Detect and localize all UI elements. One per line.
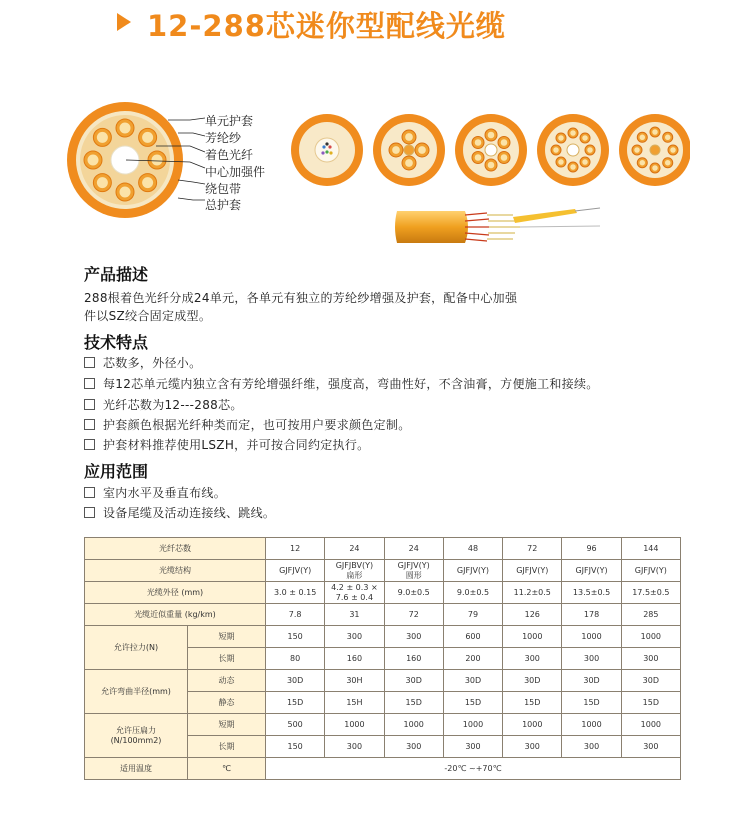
table-row (85, 604, 681, 626)
feature-item: 护套颜色根据光纤种类而定，也可按用户要求颜色定制。 (84, 416, 411, 433)
cell-text-line: GJFJV(Y) (397, 560, 430, 570)
checkbox-icon (84, 439, 95, 450)
feature-item: 光纤芯数为12---288芯。 (84, 396, 243, 413)
row-header: 光纤芯数 (85, 538, 266, 560)
page-title: 12-288芯迷你型配线光缆 (147, 9, 506, 43)
application-item: 设备尾缆及活动连接线、跳线。 (84, 504, 275, 521)
row-header: 允许弯曲半径(mm) (85, 670, 188, 714)
table-cell: 300 (621, 736, 680, 758)
cell-text-line: 9.0±0.5 (397, 587, 430, 597)
cell-text-line: (N/100mm2) (110, 735, 162, 745)
feature-item: 护套材料推荐使用LSZH，并可按合同约定执行。 (84, 436, 369, 453)
row-header: 光缆外径 (mm) (85, 582, 266, 604)
label-outer-sheath: 总护套 (205, 198, 242, 212)
table-cell: 500 (266, 714, 325, 736)
table-cell: 30D (384, 670, 443, 692)
table-cell: 126 (503, 604, 562, 626)
table-cell: 1000 (503, 626, 562, 648)
specification-table (84, 537, 681, 780)
table-cell: 30D (266, 670, 325, 692)
cell-text-line: GJFJV(Y) (516, 565, 549, 575)
table-cell: 15D (503, 692, 562, 714)
row-subheader: ℃ (188, 758, 266, 780)
label-colored-fiber: 着色光纤 (205, 148, 254, 162)
table-cell (562, 582, 621, 604)
sub-unit (148, 151, 166, 169)
sub-unit (139, 174, 157, 192)
checkbox-icon (84, 357, 95, 368)
central-strength-member (650, 145, 660, 155)
cell-text-line: GJFJBV(Y) (335, 560, 374, 570)
table-cell: 300 (325, 736, 384, 758)
table-cell: 178 (562, 604, 621, 626)
cell-text-line: 4.2 ± 0.3 × (331, 582, 378, 592)
table-cell: 160 (325, 648, 384, 670)
row-subheader: 长期 (188, 736, 266, 758)
feature-item: 芯数多，外径小。 (84, 354, 201, 371)
table-row (85, 758, 681, 780)
cable-side-view-illustration (395, 205, 605, 255)
table-cell: 7.8 (266, 604, 325, 626)
cell-text-line: 3.0 ± 0.15 (273, 587, 317, 597)
row-header: 光缆结构 (85, 560, 266, 582)
checkbox-icon (84, 487, 95, 498)
table-cell: 30D (562, 670, 621, 692)
table-cell: 48 (443, 538, 502, 560)
table-cell (384, 582, 443, 604)
table-cell: 1000 (621, 714, 680, 736)
central-strength-member (567, 144, 579, 156)
label-aramid-yarn: 芳纶纱 (205, 131, 242, 145)
table-cell: 1000 (503, 714, 562, 736)
table-cell (266, 582, 325, 604)
table-cell: 160 (384, 648, 443, 670)
table-cell (443, 582, 502, 604)
table-cell: 300 (325, 626, 384, 648)
table-cell: 79 (443, 604, 502, 626)
table-cell (325, 582, 384, 604)
variant-96-core (537, 114, 609, 186)
table-cell: 72 (384, 604, 443, 626)
table-cell: 24 (384, 538, 443, 560)
cell-text-line: 17.5±0.5 (632, 587, 670, 597)
table-cell: 285 (621, 604, 680, 626)
table-cell: 15H (325, 692, 384, 714)
sub-unit (84, 151, 102, 169)
label-central-member: 中心加强件 (205, 165, 266, 179)
cell-text-line: GJFJV(Y) (634, 565, 667, 575)
sub-unit (93, 128, 111, 146)
cell-text-line: 11.2±0.5 (513, 587, 551, 597)
description-line: 件以SZ绞合固定成型。 (84, 309, 212, 323)
table-row (85, 582, 681, 604)
row-header: 允许拉力(N) (85, 626, 188, 670)
table-cell: 31 (325, 604, 384, 626)
title-arrow-icon (117, 13, 131, 31)
table-cell: 80 (266, 648, 325, 670)
table-cell: 1000 (562, 626, 621, 648)
cable-variants-illustration (290, 110, 690, 190)
table-cell: 150 (266, 736, 325, 758)
variant-72-core (455, 114, 527, 186)
cell-text-line: 扁形 (346, 570, 363, 580)
application-item: 室内水平及垂直布线。 (84, 484, 226, 501)
heading-technical-features: 技术特点 (84, 333, 149, 352)
cell-text-line: 允许压扁力 (116, 725, 156, 735)
row-subheader: 静态 (188, 692, 266, 714)
heading-product-description: 产品描述 (84, 265, 149, 284)
table-cell (443, 560, 502, 582)
table-cell (384, 560, 443, 582)
table-cell: 12 (266, 538, 325, 560)
table-cell: 30D (621, 670, 680, 692)
table-cell: 15D (443, 692, 502, 714)
table-row (85, 560, 681, 582)
row-subheader: 长期 (188, 648, 266, 670)
table-cell: 15D (562, 692, 621, 714)
cell-text-line: GJFJV(Y) (575, 565, 608, 575)
table-cell: 15D (384, 692, 443, 714)
variant-12-core (291, 114, 363, 186)
label-unit-sheath: 单元护套 (205, 114, 254, 128)
table-cell: 150 (266, 626, 325, 648)
table-cell: 200 (443, 648, 502, 670)
table-cell: 1000 (384, 714, 443, 736)
table-cell: 144 (621, 538, 680, 560)
table-cell (503, 560, 562, 582)
table-cell (621, 560, 680, 582)
cell-text-line: GJFJV(Y) (456, 565, 490, 575)
table-cell: 300 (562, 648, 621, 670)
cell-text-line: GJFJV(Y) (279, 565, 312, 575)
table-cell: 24 (325, 538, 384, 560)
table-row (85, 626, 681, 648)
cell-text-line: 圆形 (405, 570, 422, 580)
table-cell: 1000 (621, 626, 680, 648)
table-cell: 1000 (325, 714, 384, 736)
row-subheader: 短期 (188, 626, 266, 648)
heading-applications: 应用范围 (84, 462, 149, 481)
cell-text-line: 13.5±0.5 (572, 587, 611, 597)
table-cell (621, 582, 680, 604)
table-cell: 300 (621, 648, 680, 670)
table-cell: 600 (443, 626, 502, 648)
table-cell: -20℃ ~+70℃ (266, 758, 681, 780)
description-line: 288根着色光纤分成24单元，各单元有独立的芳纶纱增强及护套，配备中心加强 (84, 291, 518, 305)
variant-48-core (373, 114, 445, 186)
checkbox-icon (84, 399, 95, 410)
row-subheader: 动态 (188, 670, 266, 692)
table-cell: 15D (266, 692, 325, 714)
central-strength-member (404, 145, 414, 155)
feature-item: 每12芯单元缆内独立含有芳纶增强纤维，强度高，弯曲性好，不含油膏，方便施工和接续。 (84, 375, 599, 392)
row-header: 适用温度 (85, 758, 188, 780)
checkbox-icon (84, 419, 95, 430)
table-cell (266, 560, 325, 582)
table-cell: 30H (325, 670, 384, 692)
checkbox-icon (84, 378, 95, 389)
table-cell: 300 (562, 736, 621, 758)
table-row (85, 670, 681, 692)
label-wrapping-tape: 绕包带 (205, 182, 242, 196)
table-row (85, 714, 681, 736)
table-cell (325, 560, 384, 582)
table-cell (562, 560, 621, 582)
table-row (85, 538, 681, 560)
variant-144-core (619, 114, 690, 186)
row-subheader: 短期 (188, 714, 266, 736)
table-cell: 300 (443, 736, 502, 758)
table-cell: 1000 (443, 714, 502, 736)
sub-unit (116, 183, 134, 201)
table-cell: 72 (503, 538, 562, 560)
table-cell: 30D (443, 670, 502, 692)
sub-unit (93, 174, 111, 192)
central-strength-member (485, 144, 497, 156)
table-cell: 300 (503, 736, 562, 758)
table-cell: 300 (384, 736, 443, 758)
checkbox-icon (84, 507, 95, 518)
sub-unit (139, 128, 157, 146)
table-cell: 300 (503, 648, 562, 670)
table-cell (503, 582, 562, 604)
cell-text-line: 9.0±0.5 (456, 587, 490, 597)
row-header (85, 714, 188, 758)
table-cell: 15D (621, 692, 680, 714)
sub-unit (116, 119, 134, 137)
table-cell: 1000 (562, 714, 621, 736)
table-cell: 96 (562, 538, 621, 560)
table-cell: 30D (503, 670, 562, 692)
row-header: 光缆近似重量 (kg/km) (85, 604, 266, 626)
table-cell: 300 (384, 626, 443, 648)
cell-text-line: 7.6 ± 0.4 (335, 592, 374, 602)
